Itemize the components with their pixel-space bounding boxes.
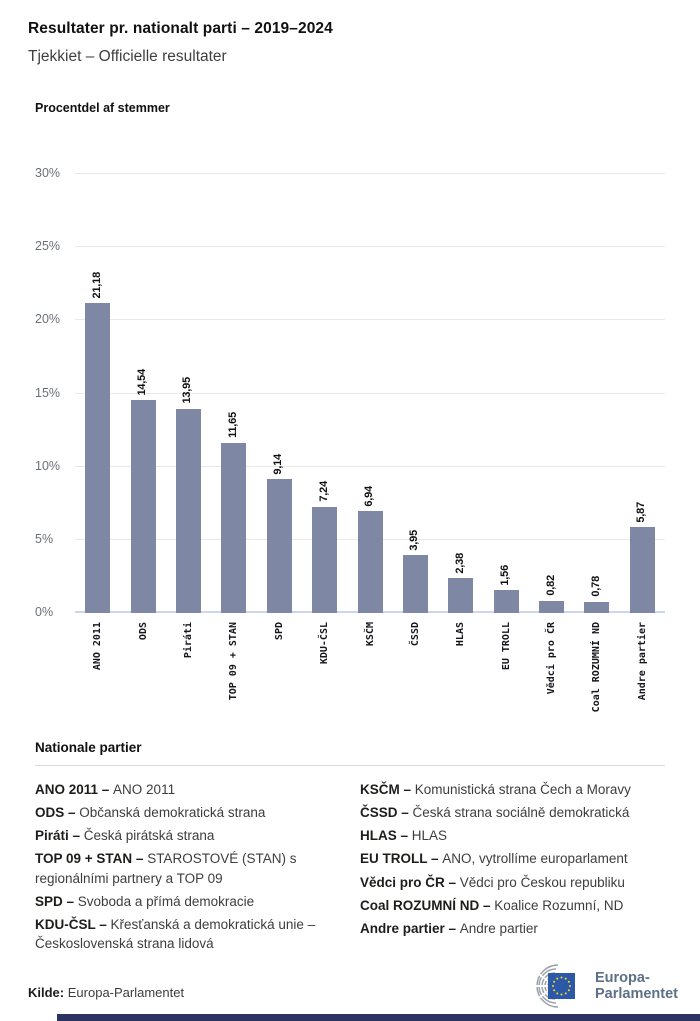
- bar-value-label: 13,95: [181, 377, 194, 404]
- legend-item: [360, 919, 665, 938]
- legend-item-name: Česká pirátská strana: [83, 828, 215, 844]
- chart-axis-title: Procentdel af stemmer: [35, 101, 170, 115]
- legend-item: [360, 803, 665, 822]
- legend-item-abbr: Vědci pro ČR –: [360, 874, 460, 890]
- legend-item-name: Vědci pro Českou republiku: [459, 874, 625, 890]
- bottom-accent-bar: [57, 1014, 700, 1021]
- legend-item: [35, 780, 340, 799]
- chart-plot-area: [75, 174, 665, 613]
- bar-column: [574, 174, 619, 613]
- legend-column: [35, 780, 340, 957]
- bar-SPD: [267, 479, 292, 613]
- legend-item: [35, 892, 340, 911]
- bar-column: [257, 174, 302, 613]
- legend-item: [360, 849, 665, 868]
- legend-item: [35, 915, 340, 953]
- legend-item: [35, 826, 340, 845]
- y-tick-label: 15%: [35, 385, 61, 400]
- x-tick-cell: [302, 622, 347, 734]
- legend-item-name: Svoboda a přímá demokracie: [77, 893, 255, 909]
- x-tick-cell: [574, 622, 619, 734]
- europa-parlamentet-logo: [512, 962, 678, 1010]
- bar-KDU-ČSL: [312, 507, 337, 613]
- page-title: Resultater pr. nationalt parti – 2019–2024: [28, 20, 333, 37]
- x-tick-cell: [347, 622, 392, 734]
- source-label: Kilde:: [28, 985, 65, 1000]
- bar-TOP 09 + STAN: [221, 443, 246, 613]
- x-tick-label: Vědci pro ČR: [546, 622, 558, 695]
- x-tick-cell: [166, 622, 211, 734]
- legend-item-name: ANO, vytrollíme europarlament: [442, 851, 628, 867]
- legend-item-abbr: EU TROLL –: [360, 851, 443, 867]
- x-tick-cell: [257, 622, 302, 734]
- legend-item: [360, 873, 665, 892]
- legend-item-abbr: HLAS –: [360, 828, 412, 844]
- x-tick-cell: [438, 622, 483, 734]
- x-tick-cell: [211, 622, 256, 734]
- bar-EU TROLL: [494, 590, 519, 613]
- x-tick-label: ANO 2011: [92, 622, 104, 671]
- x-tick-label: ODS: [137, 622, 149, 641]
- y-tick-label: 20%: [35, 312, 61, 327]
- legend-item-name: Občanská demokratická strana: [79, 805, 266, 821]
- x-tick-cell: [120, 622, 165, 734]
- legend-item-abbr: ODS –: [35, 805, 80, 821]
- bar-value-label: 5,87: [635, 501, 648, 523]
- bar-ČSSD: [403, 555, 428, 613]
- x-tick-label: TOP 09 + STAN: [228, 622, 240, 701]
- bar-ODS: [131, 400, 156, 613]
- bar-Coal ROZUMNÍ ND: [584, 602, 609, 613]
- chart-bars: [75, 174, 665, 613]
- legend-item-name: HLAS: [411, 828, 448, 844]
- legend-item-name: STAROSTOVÉ (STAN) s regionálními partnery a TOP 09: [35, 851, 297, 886]
- legend-item-abbr: KSČM –: [360, 782, 415, 797]
- bar-column: [529, 174, 574, 613]
- legend-item-abbr: TOP 09 + STAN –: [35, 851, 148, 867]
- bar-Piráti: [176, 409, 201, 613]
- legend-item: [360, 826, 665, 845]
- legend-columns: [35, 780, 665, 957]
- bar-KSČM: [358, 511, 383, 613]
- source-line: [28, 985, 184, 1000]
- legend-item-abbr: Piráti –: [35, 828, 84, 844]
- x-tick-label: Piráti: [182, 622, 194, 659]
- bar-value-label: 3,95: [408, 529, 421, 551]
- x-tick-label: KDU-ČSL: [319, 622, 331, 665]
- bar-value-label: 11,65: [226, 411, 239, 438]
- x-tick-cell: [529, 622, 574, 734]
- y-tick-label: 30%: [35, 166, 61, 180]
- logo-wordmark: [595, 970, 678, 1002]
- legend-item-name: Koalice Rozumní, ND: [494, 897, 624, 913]
- bar-value-label: 0,78: [589, 575, 602, 597]
- bar-column: [347, 174, 392, 613]
- legend-item-name: Komunistická strana Čech a Moravy: [414, 782, 631, 797]
- chart-x-axis: [75, 622, 665, 734]
- bar-value-label: 1,56: [499, 564, 512, 586]
- legend-item-name: Česká strana sociálně demokratická: [412, 805, 630, 821]
- y-tick-label: 10%: [35, 458, 61, 473]
- bar-Andre partier: [630, 527, 655, 613]
- bar-value-label: 0,82: [544, 575, 557, 597]
- bar-HLAS: [448, 578, 473, 613]
- x-tick-label: EU TROLL: [500, 622, 512, 671]
- bar-column: [620, 174, 665, 613]
- y-tick-label: 25%: [35, 239, 61, 254]
- bar-column: [166, 174, 211, 613]
- x-tick-cell: [393, 622, 438, 734]
- source-value: Europa-Parlamentet: [67, 985, 185, 1000]
- legend-item-abbr: Andre partier –: [360, 920, 460, 936]
- legend-section: [35, 740, 665, 960]
- legend-item-abbr: KDU-ČSL –: [35, 916, 111, 932]
- legend-item-name: Andre partier: [459, 920, 538, 936]
- ep-hemicycle-icon: [512, 962, 588, 1010]
- legend-item-name: ANO 2011: [113, 782, 176, 797]
- bar-column: [438, 174, 483, 613]
- bar-value-label: 6,94: [363, 485, 376, 507]
- y-tick-label: 5%: [35, 531, 54, 546]
- legend-item: [360, 780, 665, 799]
- bar-value-label: 21,18: [90, 271, 103, 299]
- legend-item-name: Křesťanská a demokratická unie – Československá strana lidová: [35, 916, 316, 952]
- x-tick-label: SPD: [273, 622, 285, 641]
- x-tick-label: Coal ROZUMNÍ ND: [591, 622, 603, 713]
- legend-item: [360, 896, 665, 915]
- x-tick-label: KSČM: [364, 622, 376, 647]
- page-subtitle: Tjekkiet – Officielle resultater: [28, 48, 227, 65]
- bar-value-label: 9,14: [272, 453, 285, 475]
- logo-line1: Europa-: [595, 969, 650, 986]
- legend-item-abbr: Coal ROZUMNÍ ND –: [360, 897, 495, 913]
- bar-column: [393, 174, 438, 613]
- bar-column: [211, 174, 256, 613]
- legend-divider: [35, 765, 665, 766]
- legend-column: [360, 780, 665, 957]
- y-tick-label: 0%: [35, 605, 54, 619]
- legend-item: [35, 849, 340, 887]
- x-tick-cell: [484, 622, 529, 734]
- bar-value-label: 2,38: [453, 552, 466, 574]
- x-tick-label: Andre partier: [636, 622, 648, 701]
- bar-value-label: 7,24: [317, 481, 330, 503]
- x-tick-cell: [620, 622, 665, 734]
- bar-column: [120, 174, 165, 613]
- legend-item: [35, 803, 340, 822]
- bar-column: [302, 174, 347, 613]
- bar-column: [484, 174, 529, 613]
- legend-heading: Nationale partier: [35, 740, 142, 755]
- legend-item-abbr: ANO 2011 –: [35, 782, 114, 797]
- bar-Vědci pro ČR: [539, 601, 564, 613]
- bar-value-label: 14,54: [136, 368, 149, 396]
- x-tick-label: ČSSD: [409, 622, 421, 647]
- x-tick-label: HLAS: [455, 622, 467, 647]
- legend-item-abbr: ČSSD –: [360, 805, 413, 821]
- x-tick-cell: [75, 622, 120, 734]
- logo-line2: Parlamentet: [595, 986, 679, 1002]
- legend-item-abbr: SPD –: [35, 893, 78, 909]
